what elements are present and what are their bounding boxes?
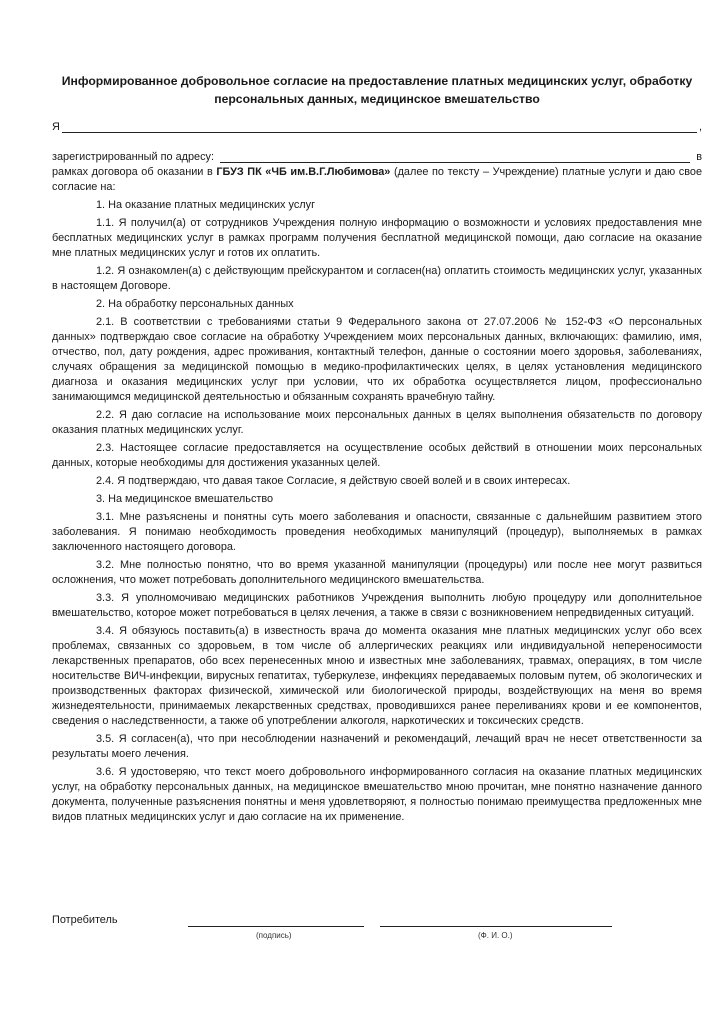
paragraph: 3.2. Мне полностью понятно, что во время указанной манипуляции (процедуры) или после нее могут развиться осложнения, что может потребовать дополнительного медицинского вмешательства. bbox=[52, 559, 702, 586]
paragraph: 3.4. Я обязуюсь поставить(а) в известность врача до момента оказания мне платных медицинских услуг обо всех проблемах, связанных со здоровьем, в том числе об аллергических реакциях или индивидуальной непереносимости лекарственных препаратов, обо всех перенесенных мною и известных мне заболеваниях, травмах, операциях, в том числе носительстве ВИЧ-инфекции, вирусных гепатитах, туберкулезе, инфекциях передаваемых половым путем, об экологических и производственных факторах физической, химической или биологической природы, воздействующих на меня во время жизнедеятельности, принимаемых лекарственных средствах, проводившихся ранее переливаниях крови и ее компонентов, сведения о наследственности, а также об употреблении алкоголя, наркотических и токсических средств. bbox=[52, 625, 702, 727]
name-line-comma: , bbox=[698, 121, 702, 133]
address-end: в bbox=[696, 151, 702, 163]
signature-blank[interactable] bbox=[188, 926, 364, 927]
paragraph: 3.6. Я удостоверяю, что текст моего добровольного информированного согласия на оказание платных медицинских услуг, на обработку персональных данных, на медицинское вмешательство мною прочитан, мне понятно назначение данного документа, полученные разъяснения понятны и меня удовлетворяют, я полностью понимаю преимущества предложенных мне видов платных медицинских услуг и даю согласие на их применение. bbox=[52, 766, 702, 823]
name-line bbox=[52, 120, 702, 135]
signature-block bbox=[52, 914, 702, 954]
document-title: Информированное добровольное согласие на предоставление платных медицинских услуг, обработку персональных данных, медицинское вмешательство bbox=[61, 74, 693, 106]
address-line bbox=[52, 150, 702, 165]
section-heading: 1. На оказание платных медицинских услуг bbox=[96, 199, 316, 211]
paragraph: 2.1. В соответствии с требованиями статьи 9 Федерального закона от 27.07.2006 № 152-ФЗ «О персональных данных» подтверждаю свое согласие на обработку Учреждением моих персональных данных, включающих: фамилию, имя, отчество, пол, дату рождения, адрес проживания, контактный телефон, данные о состоянии моего здоровья, заболеваниях, случаях обращения за медицинской помощью в медико-профилактических целях, в целях установления медицинского диагноза и оказания медицинских услуг при условии, что их обработка осуществляется лицом, профессионально занимающимся медицинской деятельностью и обязанным сохранять врачебную тайну. bbox=[52, 316, 702, 403]
name-blank[interactable] bbox=[62, 121, 697, 133]
paragraph: 2.2. Я даю согласие на использование моих персональных данных в целях выполнения обязательств по договору оказания платных медицинских услуг. bbox=[52, 409, 702, 436]
contract-text-after: (далее по тексту – Учреждение) платные услуги и даю свое согласие на: bbox=[52, 166, 702, 193]
paragraph: 3.1. Мне разъяснены и понятны суть моего заболевания и опасности, связанные с дальнейшим развитием этого заболевания. Я понимаю необходимость проведения необходимых манипуляций (процедур), выполняемых в рамках заключенного настоящего договора. bbox=[52, 511, 702, 553]
full-name-blank[interactable] bbox=[380, 926, 612, 927]
paragraph: 1.1. Я получил(а) от сотрудников Учреждения полную информацию о возможности и условиях предоставления мне бесплатных медицинских услуг в рамках программ получения бесплатной медицинской помощи, даю согласие на оказание мне платных медицинских услуг и готов их оплатить. bbox=[52, 217, 702, 259]
consumer-label: Потребитель bbox=[52, 914, 118, 926]
name-line-label: Я bbox=[52, 121, 60, 133]
signature-caption: (подпись) bbox=[256, 931, 292, 940]
paragraph: 3.5. Я согласен(а), что при несоблюдении назначений и рекомендаций, лечащий врач не несет ответственности за результаты моего лечения. bbox=[52, 733, 702, 760]
full-name-caption: (Ф. И. О.) bbox=[478, 931, 513, 940]
paragraph: 2.4. Я подтверждаю, что давая такое Согласие, я действую своей волей и в своих интересах. bbox=[96, 475, 571, 487]
contract-paragraph bbox=[52, 165, 702, 195]
consent-document bbox=[52, 72, 702, 825]
organization-name: ГБУЗ ПК «ЧБ им.В.Г.Любимова» bbox=[216, 166, 391, 178]
section-heading: 3. На медицинское вмешательство bbox=[96, 493, 274, 505]
contract-text-before: рамках договора об оказании в bbox=[52, 166, 217, 178]
section-heading: 2. На обработку персональных данных bbox=[96, 298, 294, 310]
address-blank[interactable] bbox=[220, 151, 690, 163]
paragraph: 1.2. Я ознакомлен(а) с действующим прейскурантом и согласен(на) оплатить стоимость медицинских услуг, указанных в настоящем Договоре. bbox=[52, 265, 702, 292]
paragraph: 2.3. Настоящее согласие предоставляется на осуществление особых действий в отношении моих персональных данных, которые необходимы для достижения указанных целей. bbox=[52, 442, 702, 469]
paragraph: 3.3. Я уполномочиваю медицинских работников Учреждения выполнить любую процедуру или дополнительное вмешательство, которое может потребоваться в целях лечения, а также в связи с возникновением непредвиденных ситуаций. bbox=[52, 592, 702, 619]
address-label: зарегистрированный по адресу: bbox=[52, 151, 215, 163]
